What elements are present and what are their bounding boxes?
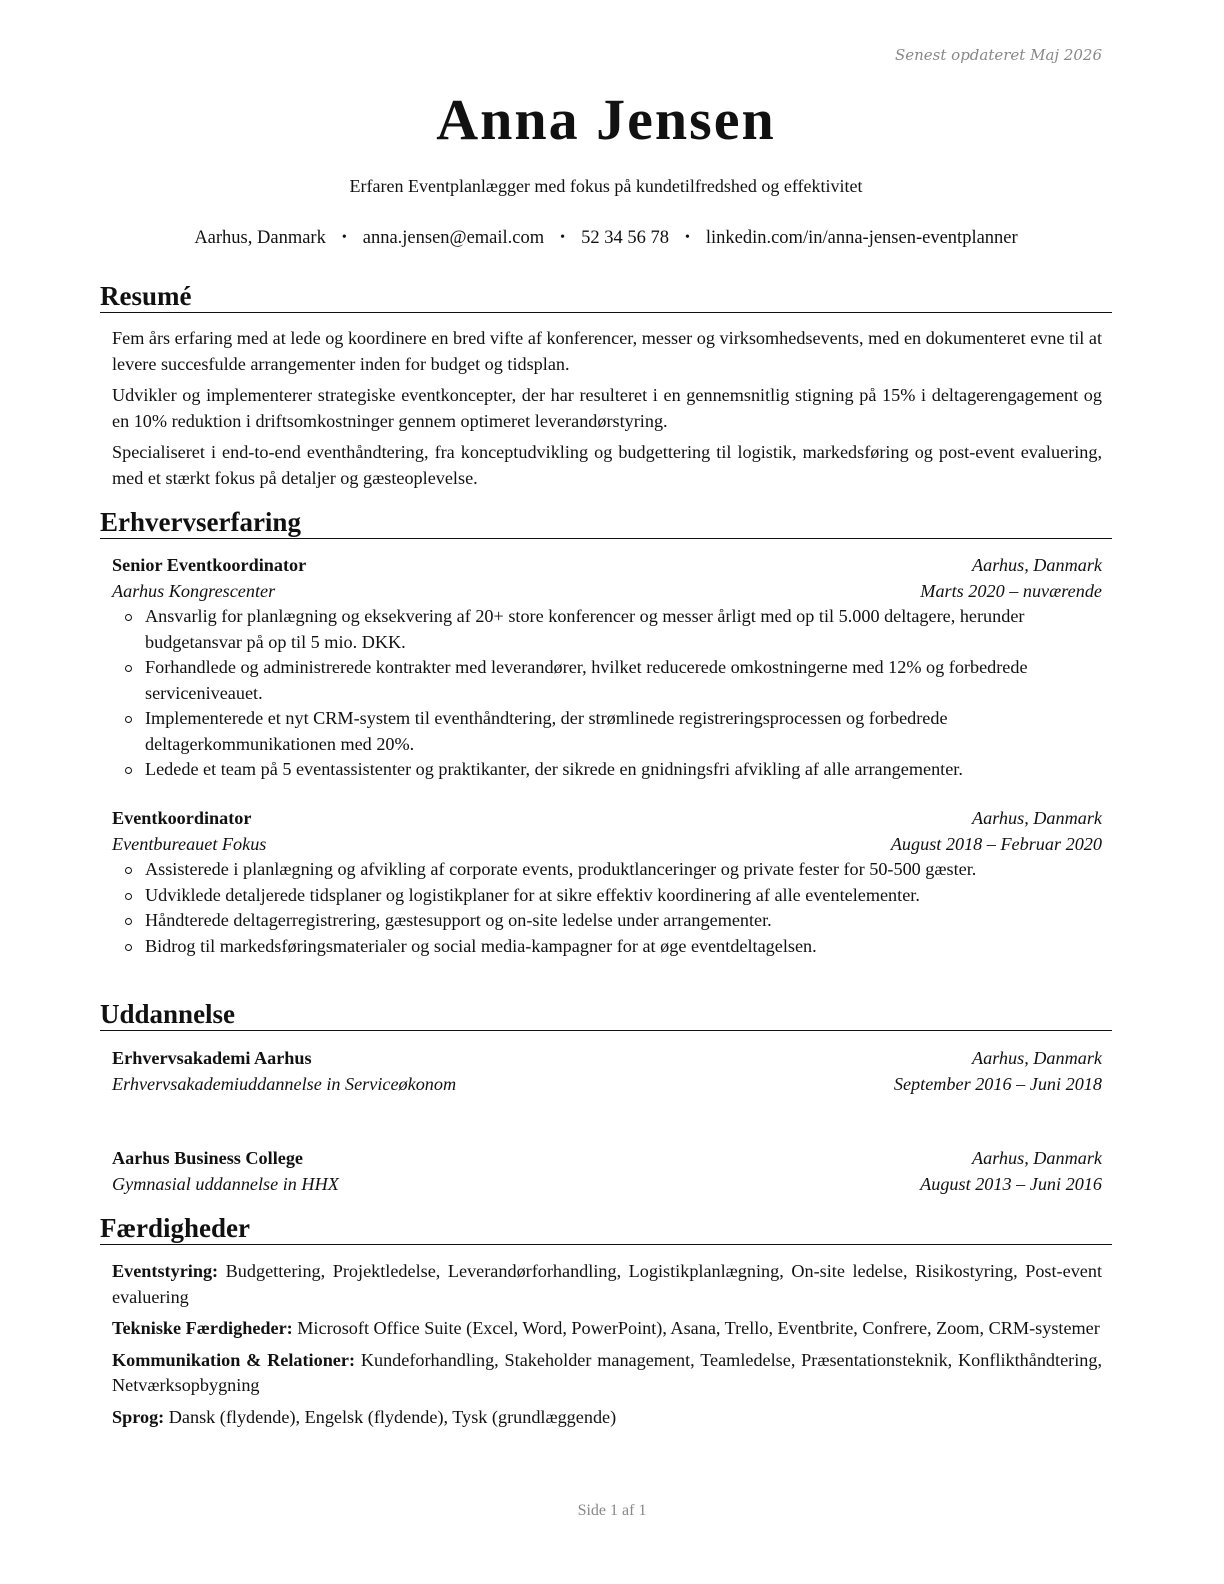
list-item: Assisterede i planlægning og afvikling af corporate events, produktlanceringer og private fester for 50-500 gæster. [112, 857, 1102, 883]
skill-group [112, 1405, 1102, 1431]
summary-paragraph: Specialiseret i end-to-end eventhåndtering, fra konceptudvikling og budgettering til logistik, markedsføring og post-event evaluering, med et stærkt fokus på detaljer og gæsteoplevelse. [112, 442, 1102, 488]
candidate-name: Anna Jensen [436, 87, 776, 152]
education-dates: August 2013 – Juni 2016 [920, 1173, 1102, 1194]
section-title-skills: Færdigheder [100, 1212, 1112, 1245]
education-entry [112, 1146, 1102, 1197]
degree: Erhvervsakademiuddannelse in Serviceøkonom [112, 1073, 457, 1094]
job-bullets [112, 857, 1102, 959]
experience-entry [112, 553, 1102, 783]
job-company: Eventbureauet Fokus [112, 833, 267, 854]
list-item: Ansvarlig for planlægning og eksekvering af 20+ store konferencer og messer årligt med op til 5.000 deltagere, herunder budgetansvar på op til 5 mio. DKK. [112, 604, 1102, 655]
school-location: Aarhus, Danmark [971, 1048, 1102, 1068]
education-dates: September 2016 – Juni 2018 [893, 1073, 1102, 1094]
list-item: Bidrog til markedsføringsmaterialer og social media-kampagner for at øge eventdeltagelsen. [112, 934, 1102, 960]
contact-location: Aarhus, Danmark [194, 228, 326, 248]
skill-label: Eventstyring: [112, 1261, 219, 1281]
skill-text: Dansk (flydende), Engelsk (flydende), Tysk (grundlæggende) [168, 1406, 617, 1427]
education-entry [112, 1046, 1102, 1097]
skills-list [112, 1259, 1102, 1436]
list-item: Implementerede et nyt CRM-system til eventhåndtering, der strømlinede registreringsprocessen og forbedrede deltagerkommunikationen med 20%. [112, 706, 1102, 757]
skill-label: Sprog: [112, 1406, 165, 1427]
job-title: Senior Eventkoordinator [112, 555, 307, 575]
job-bullets [112, 604, 1102, 783]
contact-linkedin[interactable]: linkedin.com/in/anna-jensen-eventplanner [705, 228, 1018, 248]
tagline: Erfaren Eventplanlægger med fokus på kundetilfredshed og effektivitet [349, 176, 863, 196]
skill-label: Tekniske Færdigheder: [112, 1318, 293, 1338]
skill-text: Budgettering, Projektledelse, Leverandørforhandling, Logistikplanlægning, On-site ledelse, Risikostyring, Post-event evaluering [112, 1261, 1103, 1307]
summary-text [112, 326, 1102, 497]
skill-text: Microsoft Office Suite (Excel, Word, PowerPoint), Asana, Trello, Eventbrite, Confrere, Zoom, CRM-systemer [297, 1318, 1100, 1338]
list-item: Forhandlede og administrerede kontrakter med leverandører, hvilket reducerede omkostningerne med 12% og forbedrede serviceniveauet. [112, 655, 1102, 706]
skill-group [112, 1259, 1102, 1310]
list-item: Håndterede deltagerregistrering, gæstesupport og on-site ledelse under arrangementer. [112, 908, 1102, 934]
job-dates: August 2018 – Februar 2020 [890, 833, 1102, 854]
contact-line [100, 228, 1112, 249]
contact-phone[interactable]: 52 34 56 78 [581, 228, 669, 248]
skill-text: Kundeforhandling, Stakeholder management, Teamledelse, Præsentationsteknik, Konflikthåndtering, Netværksopbygning [112, 1349, 1102, 1395]
list-item: Ledede et team på 5 eventassistenter og praktikanter, der sikrede en gnidningsfri afvikling af alle arrangementer. [112, 757, 1102, 783]
job-location: Aarhus, Danmark [971, 555, 1102, 575]
summary-paragraph: Fem års erfaring med at lede og koordinere en bred vifte af konferencer, messer og virksomhedsevents, med en dokumenteret evne til at levere succesfulde arrangementer inden for budget og tidsplan. [112, 328, 1102, 374]
summary-paragraph: Udvikler og implementerer strategiske eventkoncepter, der har resulteret i en gennemsnitlig stigning på 15% i deltagerengagement og en 10% reduktion i driftsomkostninger gennem optimeret leverandørstyring. [112, 385, 1102, 431]
degree: Gymnasial uddannelse in HHX [112, 1173, 339, 1194]
list-item: Udviklede detaljerede tidsplaner og logistikplaner for at sikre effektiv koordinering af alle eventelementer. [112, 883, 1102, 909]
separator-dot: • [341, 230, 347, 245]
skill-group [112, 1316, 1102, 1342]
job-dates: Marts 2020 – nuværende [920, 580, 1102, 601]
separator-dot: • [684, 230, 690, 245]
job-location: Aarhus, Danmark [971, 808, 1102, 828]
page-footer: Side 1 af 1 [577, 1502, 647, 1519]
school-name: Aarhus Business College [112, 1148, 303, 1168]
last-updated: Senest opdateret Maj 2026 [894, 46, 1102, 64]
section-title-education: Uddannelse [100, 998, 1112, 1031]
contact-email[interactable]: anna.jensen@email.com [362, 228, 545, 248]
school-name: Erhvervsakademi Aarhus [112, 1048, 312, 1068]
section-title-experience: Erhvervserfaring [100, 506, 1112, 539]
skill-group [112, 1348, 1102, 1399]
section-title-summary: Resumé [100, 280, 1112, 313]
experience-entry [112, 806, 1102, 959]
job-title: Eventkoordinator [112, 808, 252, 828]
job-company: Aarhus Kongrescenter [112, 580, 276, 601]
separator-dot: • [560, 230, 566, 245]
school-location: Aarhus, Danmark [971, 1148, 1102, 1168]
skill-label: Kommunikation & Relationer: [112, 1349, 356, 1370]
